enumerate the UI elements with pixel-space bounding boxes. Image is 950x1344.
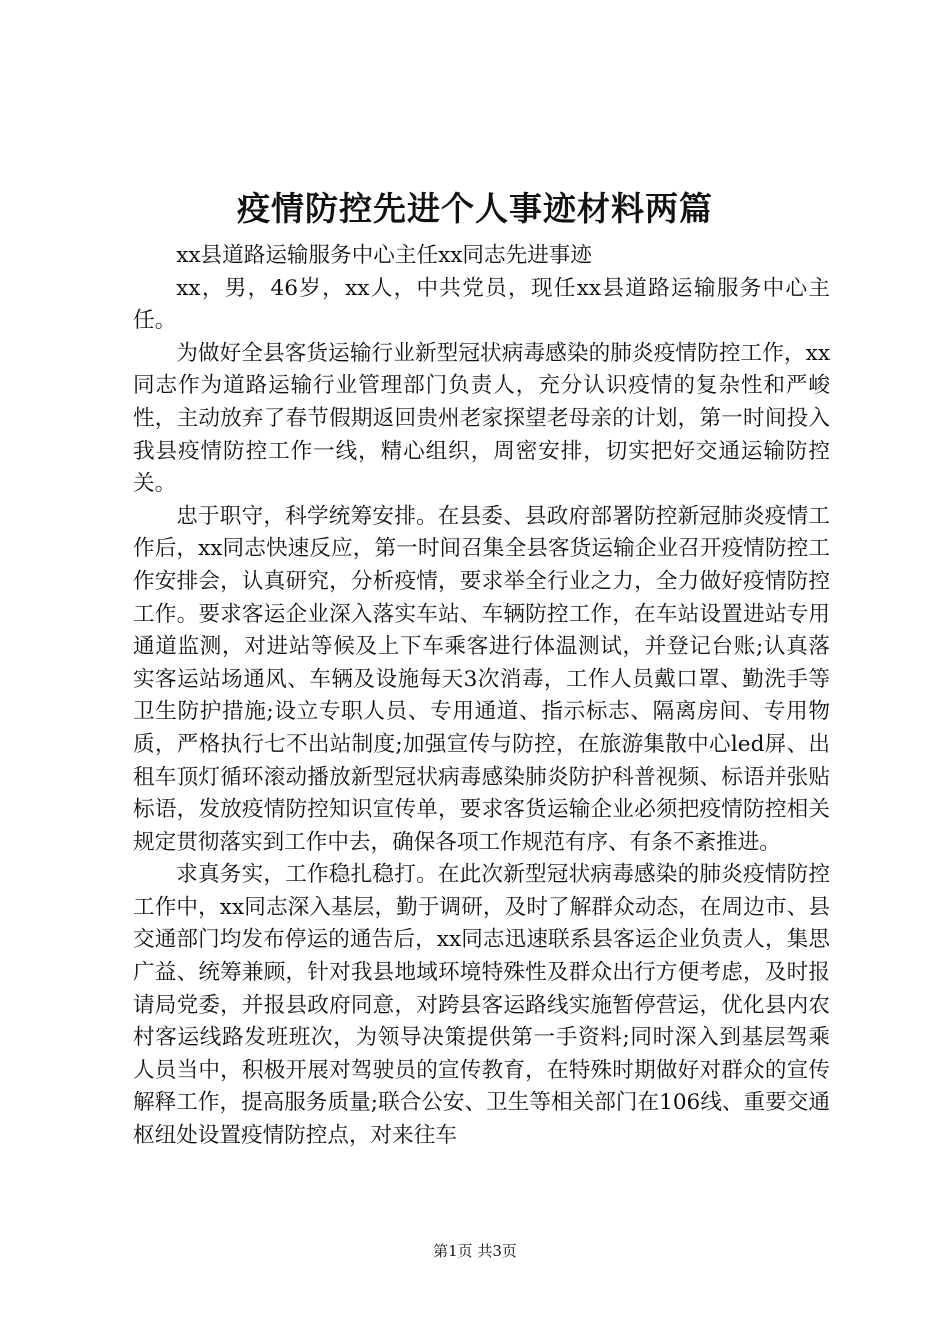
page-number-footer: 第1页 共3页 xyxy=(433,1242,517,1260)
paragraph-intro: 为做好全县客货运输行业新型冠状病毒感染的肺炎疫情防控工作，xx同志作为道路运输行业管理部门负责人，充分认识疫情的复杂性和严峻性，主动放弃了春节假期返回贵州老家探望老母亲的计划，第一时间投入我县疫情防控工作一线，精心组织，周密安排，切实把好交通运输防控关。 xyxy=(133,340,830,497)
document-title: 疫情防控先进个人事迹材料两篇 xyxy=(237,189,713,228)
paragraph-subtitle: xx县道路运输服务中心主任xx同志先进事迹 xyxy=(176,243,592,268)
paragraph-profile: xx，男，46岁，xx人，中共党员，现任xx县道路运输服务中心主任。 xyxy=(133,275,830,334)
paragraph-duty: 忠于职守，科学统筹安排。在县委、县政府部署防控新冠肺炎疫情工作后，xx同志快速反应，第一时间召集全县客货运输企业召开疫情防控工作安排会，认真研究，分析疫情，要求举全行业之力，全力做好疫情防控工作。要求客运企业深入落实车站、车辆防控工作，在车站设置进站专用通道监测，对进站等候及上下车乘客进行体温测试，并登记台账;认真落实客运站场通风、车辆及设施每天3次消毒，工作人员戴口罩、勤洗手等卫生防护措施;设立专职人员、专用通道、指示标志、隔离房间、专用物质，严格执行七不出站制度;加强宣传与防控，在旅游集散中心led屏、出租车顶灯循环滚动播放新型冠状病毒感染肺炎防护科普视频、标语并张贴标语，发放疫情防控知识宣传单，要求客货运输企业必须把疫情防控相关规定贯彻落实到工作中去，确保各项工作规范有序、有条不紊推进。 xyxy=(133,503,830,855)
document-body xyxy=(133,240,830,1153)
paragraph-pragmatic: 求真务实，工作稳扎稳打。在此次新型冠状病毒感染的肺炎疫情防控工作中，xx同志深入基层，勤于调研，及时了解群众动态，在周边市、县交通部门均发布停运的通告后，xx同志迅速联系县客运企业负责人，集思广益、统筹兼顾，针对我县地域环境特殊性及群众出行方便考虑，及时报请局党委，并报县政府同意，对跨县客运路线实施暂停营运，优化县内农村客运线路发班班次，为领导决策提供第一手资料;同时深入到基层驾乘人员当中，积极开展对驾驶员的宣传教育，在特殊时期做好对群众的宣传解释工作，提高服务质量;联合公安、卫生等相关部门在106线、重要交通枢纽处设置疫情防控点，对来往车 xyxy=(133,862,830,1149)
